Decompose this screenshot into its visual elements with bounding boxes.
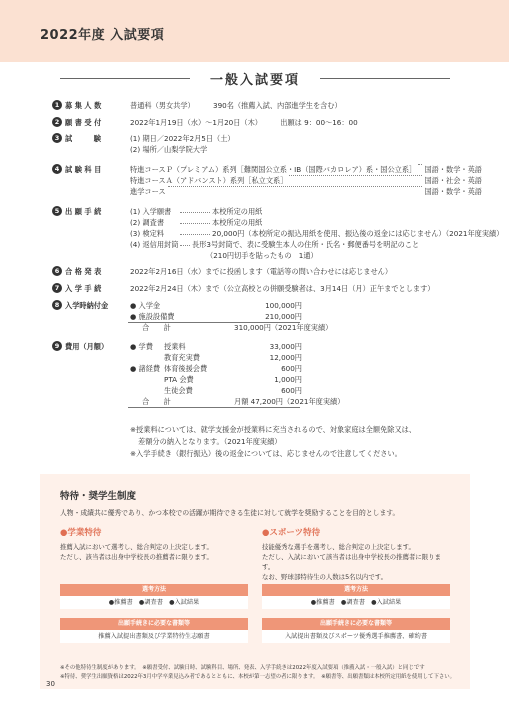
header-band — [0, 0, 509, 62]
fee-total: 合 計 月額 47,200円（2021年度実績） — [142, 397, 345, 406]
footnote-2: ※特待、奨学生出願資格は2022年3月中学卒業見込み者であるとともに、本校が第一志望の者に限ります。 ※願書等、出願書類は本校所定用紙を使用して下さい。 — [60, 674, 456, 680]
item-label: 費用（月額） — [65, 342, 109, 351]
sports-desc-1: 技能優秀な選手を選考し、総合判定の上決定します。 — [262, 543, 415, 551]
selection-method-bar: 選考方法 — [60, 584, 248, 596]
fee-row: PTA 会費 1,000円 — [164, 375, 302, 384]
procedure-row: (3) 検定料 20,000円（本校所定の振込用紙を使用、振込後の返金には応じません）（2021年度実績） — [130, 229, 504, 238]
item-label: 出 願 手 続 — [65, 207, 102, 216]
subject-row: 特進コースＡ（アドバンスト）系列［私立文系］ 国語・社会・英語 — [130, 176, 482, 185]
sports-desc-3: なお、野球部特待生の人数は5名以内です。 — [262, 573, 387, 581]
number-badge: 1 — [52, 100, 62, 110]
fee-row: ● 学費 授業料 33,000円 — [130, 342, 302, 351]
item-value: 2022年1月19日（水）～1月20日（木） — [130, 118, 262, 127]
fee-row: ● 施設設備費 210,000円 — [130, 312, 302, 321]
required-docs: 推薦入試提出書類及び学業特待生志願書 — [60, 630, 248, 643]
item-value: 2022年2月24日（木）まで（公立高校との併願受験者は、3月14日（月）正午までとします） — [130, 284, 435, 293]
note-3: ※入学手続き（銀行振込）後の返金については、応じませんので注意してください。 — [130, 449, 402, 458]
selection-method: ●推薦書 ●調査書 ●入試結果 — [262, 596, 450, 609]
academic-scholarship — [60, 526, 248, 652]
fee-row: 生徒会費 600円 — [164, 386, 302, 395]
academic-desc-2: ただし、該当者は出身中学校長の推薦者に限ります。 — [60, 553, 213, 561]
number-badge: 8 — [52, 300, 62, 310]
section-title — [40, 66, 470, 90]
required-docs-bar: 出願手続きに必要な書類等 — [262, 618, 450, 630]
item-label: 願 書 受 付 — [65, 118, 102, 127]
note-2: 差額分の納入となります。（2021年度実績） — [138, 437, 282, 446]
fee-row: ● 入学金 100,000円 — [130, 301, 302, 310]
number-badge: 3 — [52, 133, 62, 143]
item-label: 試 験 科 目 — [65, 165, 102, 174]
required-docs-bar: 出願手続きに必要な書類等 — [60, 618, 248, 630]
item-value: 普通科（男女共学） — [130, 101, 195, 110]
total-rule — [128, 322, 300, 323]
item-value-2: 出願は 9：00～16：00 — [280, 118, 358, 127]
page-title: 2022年度 入試要項 — [40, 28, 165, 43]
number-badge: 5 — [52, 206, 62, 216]
academic-desc-1: 推薦入試において選考し、総合判定の上決定します。 — [60, 543, 213, 551]
subject-row: 特進コースＰ（プレミアム）系列［難関国公立系・IB（国際バカロレア）系・国公立系］ 国語・数学・英語 — [130, 165, 482, 174]
required-docs: 入試提出書類及びスポーツ優秀選手推薦書、確約書 — [262, 630, 450, 643]
number-badge: 6 — [52, 266, 62, 276]
item-label: 試 験 — [65, 134, 101, 143]
procedure-row: (4) 返信用封筒 長形3号封筒で、表に受験生本人の住所・氏名・郵便番号を明記のこと — [130, 240, 420, 249]
special-scholarship-box — [40, 474, 470, 689]
page-number: 30 — [46, 680, 55, 688]
selection-method-bar: 選考方法 — [262, 584, 450, 596]
fee-row: ● 諸経費 体育後援会費 600円 — [130, 364, 302, 373]
total-rule — [128, 407, 300, 408]
section-title-text: 一般入試要項 — [209, 73, 300, 88]
fee-row: 教育充実費 12,000円 — [164, 353, 302, 362]
item-value-2: 390名（推薦入試、内部進学生を含む） — [213, 101, 342, 110]
exam-place: (2) 場所／山梨学院大学 — [130, 145, 208, 154]
item-label: 募 集 人 数 — [65, 101, 102, 110]
selection-method: ●推薦書 ●調査書 ●入試結果 — [60, 596, 248, 609]
scholarship-subtitle: 人物・成績共に優秀であり、かつ本校での活躍が期待できる生徒に対して就学を奨励することを目的とします。 — [60, 509, 400, 517]
number-badge: 9 — [52, 341, 62, 351]
exam-date: (1) 期日／2022年2月5日（土） — [130, 134, 235, 143]
item-label: 入学時納付金 — [65, 301, 109, 310]
academic-heading: ●学業特待 — [60, 528, 102, 538]
note-1: ※授業料については、就学支援金が授業料に充当されるので、対象家庭は全額免除又は、 — [130, 425, 417, 434]
sports-heading: ●スポーツ特待 — [262, 528, 321, 538]
item-label: 合 格 発 表 — [65, 267, 102, 276]
footnote-1: ※その他特待生制度があります。 ※願書受付、試験日時、試験科目、場所、発表、入学手続きは2022年度入試要項（推薦入試・一般入試）と同じです — [60, 665, 425, 671]
sports-scholarship — [262, 526, 450, 652]
procedure-row: (2) 調査書 本校所定の用紙 — [130, 218, 263, 227]
fee-total: 合 計 310,000円（2021年度実績） — [142, 323, 333, 332]
scholarship-title: 特待・奨学生制度 — [60, 491, 137, 502]
item-value: 2022年2月16日（水）までに投函します（電話等の問い合わせには応じません） — [130, 267, 393, 276]
sports-desc-2: ただし、入試において該当者は出身中学校長の推薦者に限ります。 — [262, 553, 441, 571]
number-badge: 2 — [52, 117, 62, 127]
item-label: 入 学 手 続 — [65, 284, 102, 293]
number-badge: 4 — [52, 164, 62, 174]
number-badge: 7 — [52, 283, 62, 293]
subject-row: 進学コース 国語・数学・英語 — [130, 187, 482, 196]
procedure-row: (1) 入学願書 本校所定の用紙 — [130, 207, 263, 216]
procedure-row: （210円切手を貼ったもの 1通） — [206, 251, 318, 260]
title-rule-right — [320, 78, 450, 79]
